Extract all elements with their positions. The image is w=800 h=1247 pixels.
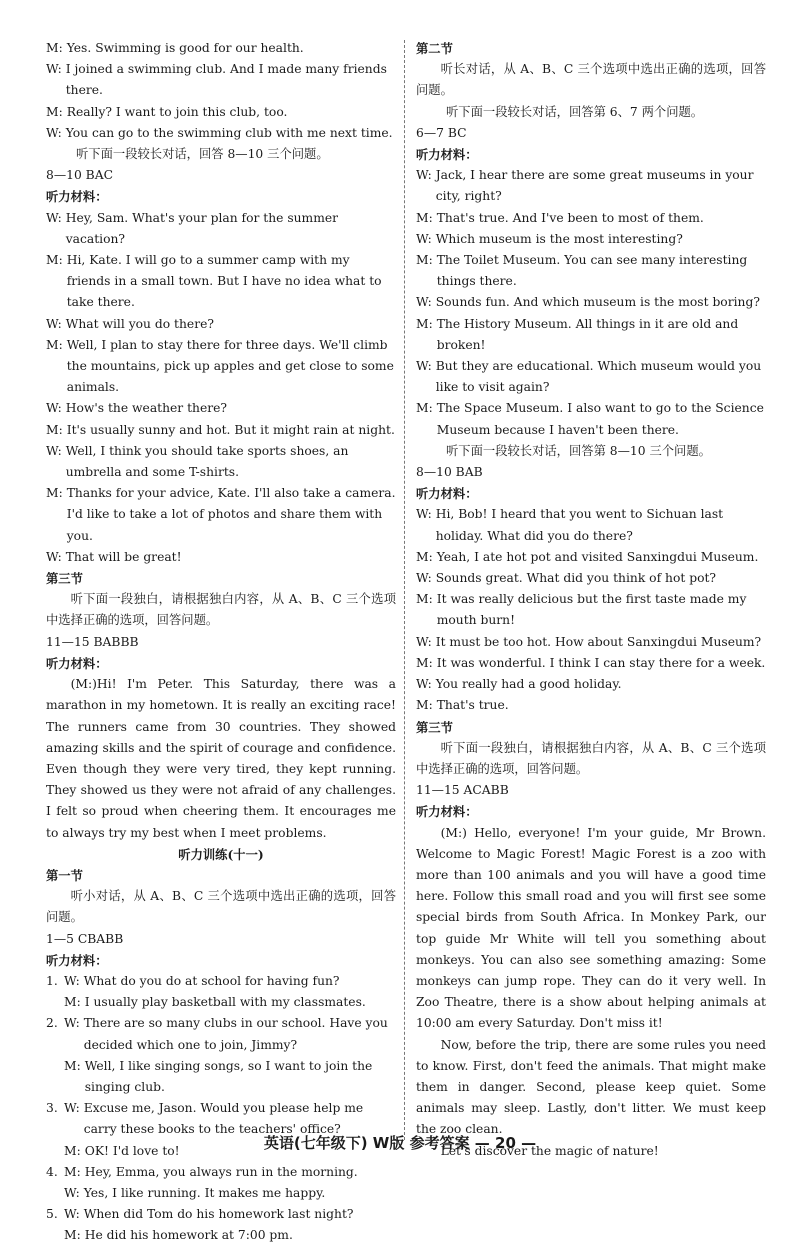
section-1-instruction: 听小对话，从 A、B、C 三个选项中选出正确的选项，回答问题。 [46,889,396,925]
dialogue-text: I usually play basketball with my classmates. [84,995,366,1010]
page-footer: 英语(七年级下) W版 参考答案 — 20 — [263,1134,537,1152]
monologue-zoo-p2: Now, before the trip, there are some rules you need to know. First, don't feed the animals. That might make them in danger. Second, please keep quiet. Some animals may sleep. Lastly, don't litter. We must keep the zoo clean. [416,1037,766,1137]
dialogue-text: Really? I want to join this club, too. [66,104,288,119]
speaker-label: W: [46,401,62,416]
speaker-label: W: [46,125,62,140]
dialogue-line [46,38,396,59]
instruction-8-10: 听下面一段较长对话，回答 8—10 三个问题。 [76,147,329,162]
speaker-label: M: [46,337,63,352]
dialogue-line [416,398,766,440]
unit-title: 听力训练(十一) [178,846,264,862]
dialogue-text: But they are educational. Which museum would you like to visit again? [435,359,762,395]
speaker-label: M: [416,592,433,607]
speaker-label: W: [416,295,432,310]
material-label: 听力材料： [46,952,108,968]
speaker-label: M: [416,698,433,713]
answer-6-7: 6—7 BC [416,125,467,140]
dialogue-text: The Toilet Museum. You can see many interesting things there. [436,253,748,289]
dialogue-text: It's usually sunny and hot. But it might rain at night. [66,422,395,437]
speaker-label: W: [416,634,432,649]
section-3-instruction: 听下面一段独白，请根据独白内容，从 A、B、C 三个选项中选择正确的选项，回答问题。 [416,740,766,776]
dialogue-swimming [46,38,396,144]
dialogue-text: Excuse me, Jason. Would you please help me carry these books to the teachers' office? [83,1101,364,1137]
section-1-heading: 第一节 [46,867,83,883]
speaker-label: M: [416,210,433,225]
dialogue-text: The Space Museum. I also want to go to the Science Museum because I haven't been there. [436,401,764,437]
dialogue-text: What will you do there? [65,316,214,331]
speaker-label: W: [64,1185,80,1200]
short-dialogue-line [46,971,396,992]
item-number [46,1225,64,1246]
dialogue-text: That's true. And I've been to most of them. [436,210,704,225]
speaker-label: M: [416,549,433,564]
dialogue-text: You can go to the swimming club with me next time. [65,125,393,140]
dialogue-line [46,314,396,335]
dialogue-text: There are so many clubs in our school. Have you decided which one to join, Jimmy? [83,1016,388,1052]
dialogue-line [416,568,766,589]
material-label: 听力材料： [416,147,478,163]
instruction-6-7: 听下面一段较长对话，回答第 6、7 两个问题。 [446,104,704,119]
section-3-heading: 第三节 [416,719,453,735]
short-dialogue-line [46,1162,396,1183]
instruction-8-10: 听下面一段较长对话，回答第 8—10 三个问题。 [446,443,711,458]
speaker-label: W: [46,443,62,458]
answer-8-10: 8—10 BAC [46,168,114,183]
dialogue-line [416,165,766,207]
dialogue-text: It was wonderful. I think I can stay there for a week. [436,655,766,670]
speaker-label: M: [46,41,63,55]
short-dialogue-line [46,1225,396,1246]
item-number: 4. [46,1164,58,1179]
answer-1-5: 1—5 CBABB [46,931,124,946]
dialogue-line [46,547,396,568]
answer-11-15: 11—15 ACABB [416,783,509,798]
dialogue-line [46,250,396,314]
dialogue-line [46,420,396,441]
short-dialogue-line [46,1204,396,1225]
speaker-label: M: [46,486,63,501]
speaker-label: M: [416,253,433,268]
dialogue-line [46,335,396,399]
short-dialogue-line [46,1056,396,1098]
speaker-label: W: [46,210,62,225]
short-dialogue-line [46,1013,396,1055]
dialogue-text: When did Tom do his homework last night? [83,1207,354,1222]
monologue-marathon: (M:)Hi! I'm Peter. This Saturday, there was a marathon in my hometown. It is really an exciting race! The runners came from 30 countries. They showed amazing skills and the spirit of courage and confidence. Even though they were very tired, they kept running. They showed us they were not afraid of any challenges. I felt so proud when cheering them. It encourages me to always try my best when I meet problems. [46,677,396,840]
dialogue-line [416,589,766,631]
speaker-label: W: [416,359,432,374]
dialogue-summer-camp [46,208,396,568]
speaker-label: W: [64,1207,80,1222]
dialogue-line [46,102,396,123]
speaker-label: W: [46,549,62,564]
dialogue-text: Hi, Kate. I will go to a summer camp with my friends in a small town. But I have no idea what to take there. [66,253,382,310]
speaker-label: M: [416,401,433,416]
dialogue-text: It must be too hot. How about Sanxingdui Museum? [435,634,762,649]
dialogue-line [416,208,766,229]
dialogue-text: Yes. Swimming is good for our health. [66,41,304,55]
dialogue-text: Well, I plan to stay there for three days. We'll climb the mountains, pick up apples and get close to some animals. [66,337,394,395]
dialogue-line [416,292,766,313]
dialogue-text: Which museum is the most interesting? [435,231,683,246]
dialogue-text: That's true. [436,698,509,713]
speaker-label: M: [46,422,63,437]
speaker-label: W: [64,1101,80,1116]
speaker-label: W: [416,168,432,183]
item-number: 3. [46,1101,58,1116]
right-column [416,38,766,1162]
dialogue-line [416,632,766,653]
dialogue-sichuan [416,504,766,716]
dialogue-text: Hey, Emma, you always run in the morning. [84,1164,358,1179]
dialogue-text: He did his homework at 7:00 pm. [84,1228,293,1243]
dialogue-text: Well, I like singing songs, so I want to join the singing club. [84,1058,373,1094]
dialogue-text: Yeah, I ate hot pot and visited Sanxingdui Museum. [436,549,759,564]
speaker-label: M: [64,1228,81,1243]
dialogue-text: Hi, Bob! I heard that you went to Sichuan last holiday. What did you do there? [435,507,724,543]
dialogue-text: The History Museum. All things in it are old and broken! [436,316,739,352]
dialogue-text: How's the weather there? [65,401,227,416]
dialogue-text: Yes, I like running. It makes me happy. [83,1185,326,1200]
monologue-zoo-p3: Let's discover the magic of nature! [440,1143,659,1158]
material-label: 听力材料： [46,655,108,671]
dialogue-museums [416,165,766,441]
item-number: 5. [46,1207,58,1222]
column-divider [404,40,405,1140]
short-dialogues [46,971,396,1247]
speaker-label: W: [46,316,62,331]
dialogue-text: Sounds great. What did you think of hot pot? [435,571,717,586]
section-2-instruction: 听长对话，从 A、B、C 三个选项中选出正确的选项，回答问题。 [416,62,766,98]
speaker-label: W: [416,231,432,246]
speaker-label: W: [416,677,432,692]
speaker-label: M: [416,655,433,670]
dialogue-text: Thanks for your advice, Kate. I'll also take a camera. I'd like to take a lot of photos and share them with you. [66,486,396,543]
section-2-heading: 第二节 [416,41,453,56]
dialogue-text: OK! I'd love to! [84,1143,180,1158]
short-dialogue-line [46,1183,396,1204]
dialogue-text: Hey, Sam. What's your plan for the summer vacation? [65,210,339,246]
left-column [46,38,396,1247]
speaker-label: M: [46,253,63,268]
speaker-label: M: [64,1143,81,1158]
dialogue-line [416,314,766,356]
monologue-zoo-p1: (M:) Hello, everyone! I'm your guide, Mr Brown. Welcome to Magic Forest! Magic Forest is a zoo with more than 100 animals and you will have a good time here. Follow this small road and you will first see some special birds from South Africa. In Monkey Park, our top guide Mr White will tell you something about monkeys. You can also see something amazing: Some monkeys can jump rope. They can do it very well. In Zoo Theatre, there is a show about helping animals at 10:00 am every Saturday. Don't miss it! [416,825,766,1031]
dialogue-text: Sounds fun. And which museum is the most boring? [435,295,760,310]
item-number: 1. [46,973,58,988]
speaker-label: M: [46,104,63,119]
section-3-heading: 第三节 [46,571,83,587]
speaker-label: W: [64,973,80,988]
dialogue-line [46,123,396,144]
dialogue-line [416,547,766,568]
dialogue-text: Well, I think you should take sports shoes, an umbrella and some T-shirts. [65,443,349,480]
dialogue-text: That will be great! [65,549,182,564]
speaker-label: M: [416,316,433,331]
dialogue-text: What do you do at school for having fun? [83,973,340,988]
item-number [46,1183,64,1204]
dialogue-line [46,483,396,547]
dialogue-line [416,674,766,695]
dialogue-line [46,441,396,483]
item-number [46,1056,64,1098]
speaker-label: W: [64,1016,80,1031]
speaker-label: M: [64,1164,81,1179]
material-label: 听力材料： [416,486,478,502]
dialogue-line [46,398,396,419]
dialogue-line [46,59,396,101]
speaker-label: M: [64,995,81,1010]
dialogue-line [416,695,766,716]
speaker-label: M: [64,1058,81,1073]
material-label: 听力材料： [416,804,478,820]
dialogue-text: Jack, I hear there are some great museums in your city, right? [435,168,754,204]
dialogue-line [416,653,766,674]
speaker-label: W: [46,62,62,77]
answer-8-10: 8—10 BAB [416,465,483,480]
dialogue-line [46,208,396,250]
dialogue-line [416,229,766,250]
item-number: 2. [46,1016,58,1031]
answer-11-15: 11—15 BABBB [46,634,139,649]
section-3-instruction: 听下面一段独白，请根据独白内容，从 A、B、C 三个选项中选择正确的选项，回答问题。 [46,592,396,628]
dialogue-text: You really had a good holiday. [435,677,622,692]
short-dialogue-line [46,992,396,1013]
dialogue-line [416,356,766,398]
dialogue-text: I joined a swimming club. And I made many friends there. [65,62,387,98]
dialogue-line [416,250,766,292]
speaker-label: W: [416,571,432,586]
item-number [46,992,64,1013]
dialogue-text: It was really delicious but the first taste made my mouth burn! [436,592,747,628]
material-label: 听力材料： [46,189,108,205]
dialogue-line [416,504,766,546]
speaker-label: W: [416,507,432,522]
